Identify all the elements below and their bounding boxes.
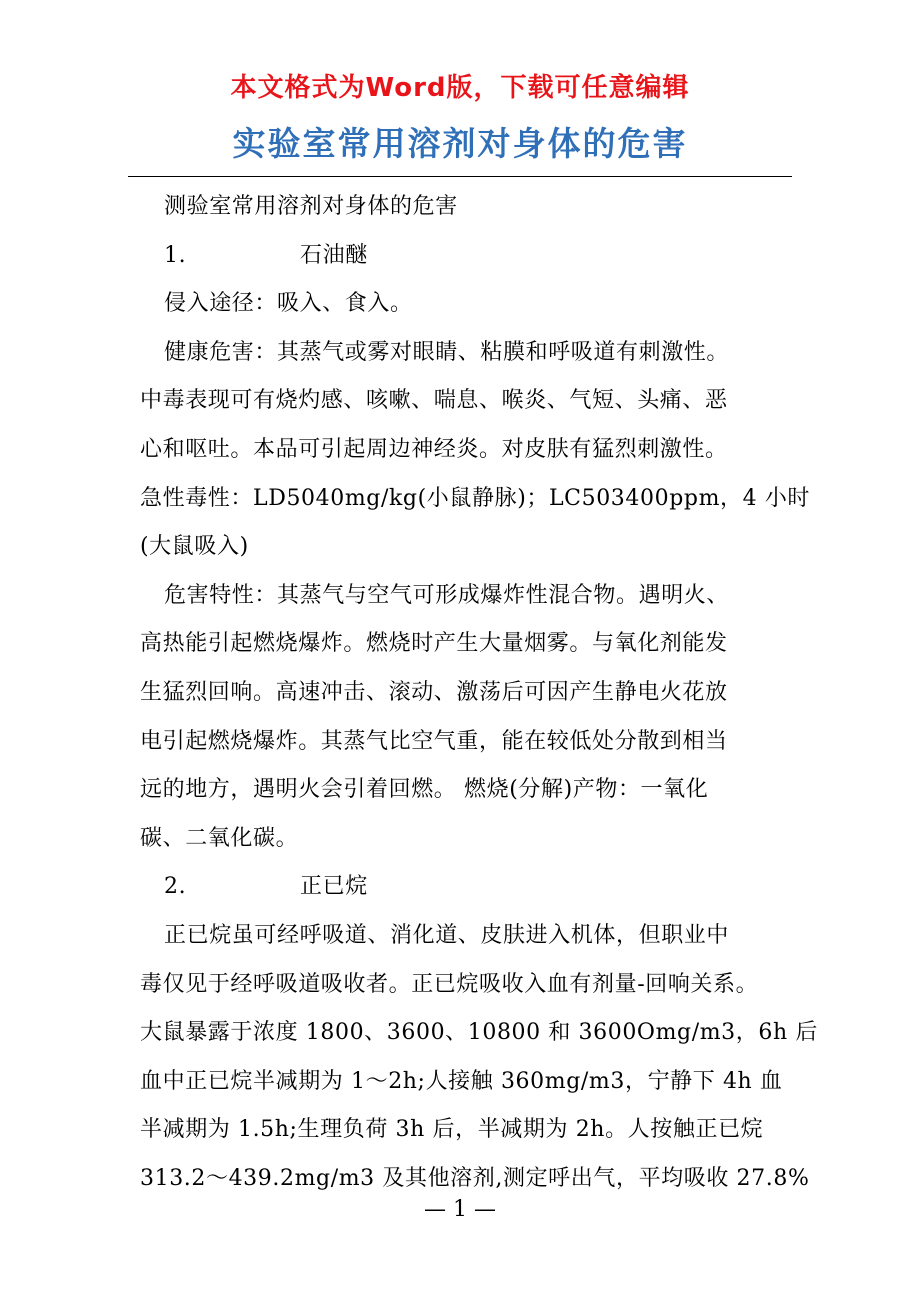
paragraph-line: 大鼠暴露于浓度 1800、3600、10800 和 3600Omg/m3，6h 后 — [140, 1020, 818, 1046]
paragraph-line: 碳、二氧化碳。 — [140, 825, 299, 851]
download-banner: 本文格式为Word版，下载可任意编辑 — [230, 73, 690, 103]
intro-line: 测验室常用溶剂对身体的危害 — [164, 194, 458, 219]
section-number: 1. — [164, 242, 187, 268]
section-name: 石油醚 — [300, 242, 368, 268]
page-number: — 1 — — [424, 1197, 496, 1222]
paragraph-line: 急性毒性：LD5040mg/kg(小鼠静脉)；LC503400ppm，4 小时 — [140, 485, 811, 511]
paragraph-line: 生猛烈回响。高速冲击、滚动、激荡后可因产生静电火花放 — [140, 679, 728, 705]
paragraph-line: 电引起燃烧爆炸。其蒸气比空气重，能在较低处分散到相当 — [140, 728, 728, 754]
paragraph-line: 半减期为 1.5h;生理负荷 3h 后，半减期为 2h。人按触正已烷 — [140, 1117, 764, 1143]
paragraph-line: 侵入途径：吸入、食入。 — [164, 291, 413, 317]
paragraph-line: 正已烷虽可经呼吸道、消化道、皮肤进入机体，但职业中 — [164, 922, 730, 948]
paragraph-line: 高热能引起燃烧爆炸。燃烧时产生大量烟雾。与氧化剂能发 — [140, 631, 728, 657]
paragraph-line: 健康危害：其蒸气或雾对眼睛、粘膜和呼吸道有刺激性。 — [164, 339, 730, 365]
paragraph-line: 313.2～439.2mg/m3 及其他溶剂,测定呼出气，平均吸收 27.8% — [140, 1165, 810, 1191]
paragraph-line: 心和呕吐。本品可引起周边神经炎。对皮肤有猛烈刺激性。 — [140, 436, 728, 462]
section-heading-1 — [140, 232, 800, 281]
section-number: 2. — [164, 874, 187, 900]
paragraph-line: 危害特性：其蒸气与空气可形成爆炸性混合物。遇明火、 — [164, 582, 730, 608]
paragraph-line: 中毒表现可有烧灼感、咳嗽、喘息、喉炎、气短、头痛、恶 — [140, 388, 728, 414]
section-name: 正已烷 — [300, 874, 368, 900]
paragraph-line: 血中正已烷半减期为 1～2h;人接触 360mg/m3，宁静下 4h 血 — [140, 1068, 783, 1094]
document-body — [140, 183, 818, 1203]
title-divider — [128, 176, 792, 177]
section-heading-2 — [140, 863, 800, 912]
document-title: 实验室常用溶剂对身体的危害 — [232, 124, 688, 163]
paragraph-line: 毒仅见于经呼吸道吸收者。正已烷吸收入血有剂量-回响关系。 — [140, 971, 759, 997]
paragraph-line: (大鼠吸入) — [140, 534, 249, 560]
paragraph-line: 远的地方，遇明火会引着回燃。 燃烧(分解)产物：一氧化 — [140, 777, 709, 803]
